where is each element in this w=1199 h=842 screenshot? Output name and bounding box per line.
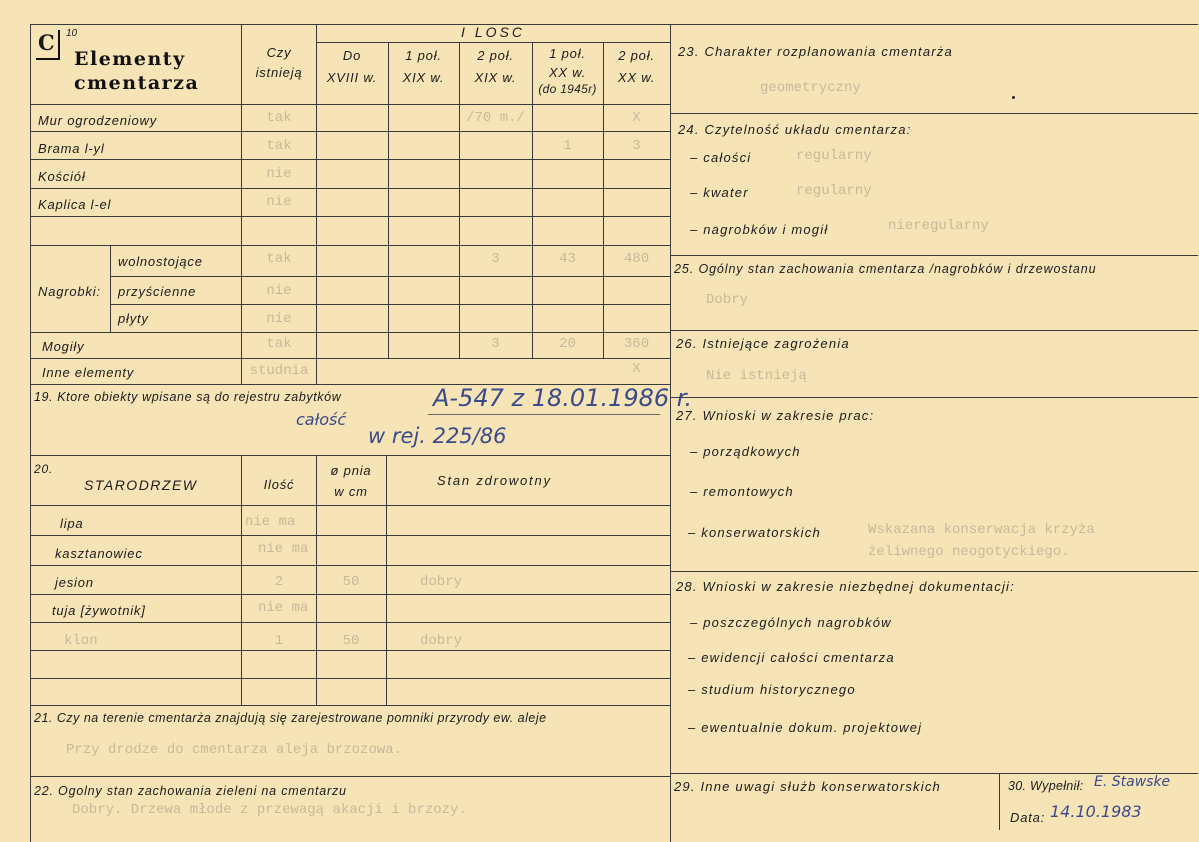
s24-value: regularny bbox=[796, 183, 872, 199]
ink-dot bbox=[1012, 96, 1015, 99]
row-line bbox=[670, 571, 1198, 572]
row-line bbox=[30, 622, 670, 623]
row-line bbox=[110, 304, 670, 305]
section-number: 10 bbox=[66, 28, 78, 39]
s28-item: – ewidencji całości cmentarza bbox=[688, 650, 895, 665]
row-line bbox=[30, 776, 670, 777]
tree-health: dobry bbox=[420, 633, 463, 649]
row-label: Inne elementy bbox=[42, 365, 135, 380]
row-line bbox=[30, 535, 670, 536]
row-line bbox=[30, 594, 670, 595]
s21-value: Przy drodze do cmentarza aleja brzozowa. bbox=[66, 742, 403, 758]
row-value: /70 m./ bbox=[466, 110, 525, 126]
tree-diameter: 50 bbox=[342, 633, 360, 649]
col-line bbox=[603, 42, 604, 358]
row-line bbox=[30, 159, 670, 160]
row-line bbox=[30, 455, 670, 456]
row-line bbox=[30, 358, 670, 359]
s30-label: 30. Wypełnił: bbox=[1008, 779, 1084, 793]
tree-count: nie ma bbox=[258, 541, 309, 557]
tree-health: dobry bbox=[420, 574, 463, 590]
s20-number: 20. bbox=[34, 462, 54, 476]
s30-date-label: Data: bbox=[1010, 810, 1046, 825]
s27-item: – remontowych bbox=[690, 484, 794, 499]
row-line bbox=[30, 332, 670, 333]
s22-value: Dobry. Drzewa młode z przewagą akacji i brzozy. bbox=[72, 802, 467, 818]
s27-item: – porządkowych bbox=[690, 444, 801, 459]
row-exists: tak bbox=[266, 336, 292, 352]
row-exists: tak bbox=[266, 110, 292, 126]
s21-label: 21. Czy na terenie cmentarża znajdują się zarejestrowane pomniki przyrody ew. aleje bbox=[34, 711, 547, 725]
s24-item: – nagrobków i mogił bbox=[690, 222, 829, 237]
row-sublabel: wolnostojące bbox=[118, 254, 203, 269]
row-line bbox=[30, 678, 670, 679]
row-line bbox=[670, 330, 1198, 331]
row-line bbox=[30, 505, 670, 506]
s25-label: 25. Ogólny stan zachowania cmentarza /nagrobków i drzewostanu bbox=[674, 262, 1097, 276]
tree-diameter: 50 bbox=[342, 574, 360, 590]
row-line bbox=[30, 565, 670, 566]
s19-underline bbox=[428, 414, 660, 415]
title-line1: Elementy bbox=[74, 48, 186, 70]
col-line bbox=[386, 455, 387, 705]
s28-item: – ewentualnie dokum. projektowej bbox=[688, 720, 923, 735]
tree-name: lipa bbox=[60, 516, 84, 531]
period-5-l2: XX w. bbox=[617, 70, 656, 85]
row-value: 3 bbox=[491, 251, 500, 267]
s20-title: STARODRZEW bbox=[84, 477, 198, 493]
s27-value: żeliwnego neogotyckiego. bbox=[868, 544, 1070, 560]
period-1-l2: XVIII w. bbox=[326, 70, 378, 85]
row-exists: studnia bbox=[249, 363, 309, 379]
row-line bbox=[30, 650, 670, 651]
s23-value: geometryczny bbox=[760, 80, 861, 96]
row-value: 360 bbox=[623, 336, 650, 352]
center-divider bbox=[670, 24, 671, 842]
s24-item: – całości bbox=[690, 150, 752, 165]
period-2-l1: 1 poł. bbox=[405, 48, 442, 63]
section-letter: C bbox=[38, 30, 55, 55]
row-value: X bbox=[632, 110, 641, 126]
tree-name: jesion bbox=[55, 575, 94, 590]
tree-count: 2 bbox=[274, 574, 284, 590]
period-5-l1: 2 poł. bbox=[618, 48, 655, 63]
tree-name: klon bbox=[64, 633, 98, 649]
row-label: Kościół bbox=[38, 169, 86, 184]
row-label: Mur ogrodzeniowy bbox=[38, 113, 158, 128]
row-line bbox=[110, 276, 670, 277]
s19-label: 19. Ktore obiekty wpisane są do rejestru zabytków bbox=[34, 390, 342, 404]
header-istnieja: istnieją bbox=[255, 65, 303, 80]
row-value: 480 bbox=[623, 251, 650, 267]
s20-col-ilosc: Ilość bbox=[263, 477, 295, 492]
s24-value: nieregularny bbox=[888, 218, 989, 234]
period-3-l2: XIX w. bbox=[474, 70, 517, 85]
group-label-nagrobki: Nagrobki: bbox=[38, 284, 101, 299]
s24-value: regularny bbox=[796, 148, 872, 164]
row-sublabel: przyścienne bbox=[118, 284, 197, 299]
period-4-l2: XX w. bbox=[548, 65, 587, 80]
row-value: 3 bbox=[491, 336, 500, 352]
row-exists: nie bbox=[266, 311, 292, 327]
s27-label: 27. Wnioski w zakresie prac: bbox=[676, 408, 875, 423]
s24-label: 24. Czytelność układu cmentarza: bbox=[678, 122, 912, 137]
s25-value: Dobry bbox=[706, 292, 749, 308]
s24-item: – kwater bbox=[690, 185, 749, 200]
s19-scope: całość bbox=[296, 410, 347, 429]
row-sublabel: płyty bbox=[118, 311, 149, 326]
row-line bbox=[30, 104, 670, 105]
s23-label: 23. Charakter rozplanowania cmentarża bbox=[678, 44, 953, 59]
row-value: 1 bbox=[563, 138, 572, 154]
s28-item: – poszczególnych nagrobków bbox=[690, 615, 892, 630]
row-value: 3 bbox=[632, 138, 641, 154]
col-line bbox=[388, 42, 389, 358]
s28-item: – studium historycznego bbox=[688, 682, 856, 697]
tree-name: kasztanowiec bbox=[55, 546, 143, 561]
row-line bbox=[670, 113, 1198, 114]
s27-item: – konserwatorskich bbox=[688, 525, 821, 540]
frame-left bbox=[30, 24, 31, 842]
period-3-l1: 2 poł. bbox=[477, 48, 514, 63]
period-4-l3: (do 1945r) bbox=[538, 82, 597, 96]
row-label: Brama l-yl bbox=[38, 141, 105, 156]
period-1-l1: Do bbox=[342, 48, 362, 63]
s19-register-number: w rej. 225/86 bbox=[368, 424, 507, 448]
period-4-l1: 1 poł. bbox=[549, 46, 586, 61]
row-line bbox=[30, 245, 670, 246]
row-line bbox=[670, 397, 1198, 398]
s20-col-pnia: ø pnia bbox=[330, 463, 372, 478]
header-czy: Czy bbox=[266, 45, 292, 60]
row-line bbox=[30, 216, 670, 217]
s26-value: Nie istnieją bbox=[706, 368, 807, 384]
row-exists: nie bbox=[266, 283, 292, 299]
s22-label: 22. Ogolny stan zachowania zieleni na cmentarzu bbox=[34, 784, 347, 798]
row-label: Mogiły bbox=[42, 339, 85, 354]
row-label: Kaplica l-el bbox=[38, 197, 112, 212]
s30-date: 14.10.1983 bbox=[1050, 802, 1142, 821]
row-exists: nie bbox=[266, 194, 292, 210]
row-exists: tak bbox=[266, 251, 292, 267]
tree-count: nie ma bbox=[258, 600, 309, 616]
s20-col-pnia-unit: w cm bbox=[334, 484, 368, 499]
row-line bbox=[670, 255, 1198, 256]
s27-value: Wskazana konserwacja krzyża bbox=[868, 522, 1095, 538]
title-line2: cmentarza bbox=[74, 72, 200, 94]
s30-signature: E. Stawske bbox=[1094, 774, 1171, 790]
tree-count: 1 bbox=[274, 633, 284, 649]
tree-count: nie ma bbox=[245, 514, 296, 530]
row-line bbox=[30, 188, 670, 189]
row-line bbox=[30, 131, 670, 132]
s28-label: 28. Wnioski w zakresie niezbędnej dokumentacji: bbox=[676, 579, 1015, 594]
header-ilosc: I LOSC bbox=[461, 24, 525, 40]
row-exists: nie bbox=[266, 166, 292, 182]
tree-name: tuja [żywotnik] bbox=[52, 603, 146, 618]
s19-register: A-547 z 18.01.1986 r. bbox=[433, 384, 693, 412]
row-value: 43 bbox=[559, 251, 576, 267]
col-line bbox=[459, 42, 460, 358]
row-value: 20 bbox=[559, 336, 576, 352]
s26-label: 26. Istniejące zagrożenia bbox=[676, 336, 850, 351]
col-line bbox=[999, 773, 1000, 830]
row-line bbox=[30, 705, 670, 706]
s20-col-stan: Stan zdrowotny bbox=[437, 473, 552, 488]
col-line bbox=[110, 246, 111, 332]
period-2-l2: XIX w. bbox=[402, 70, 445, 85]
row-value: X bbox=[632, 361, 641, 377]
row-exists: tak bbox=[266, 138, 292, 154]
row-line bbox=[316, 42, 670, 43]
s29-label: 29. Inne uwagi służb konserwatorskich bbox=[674, 779, 941, 794]
